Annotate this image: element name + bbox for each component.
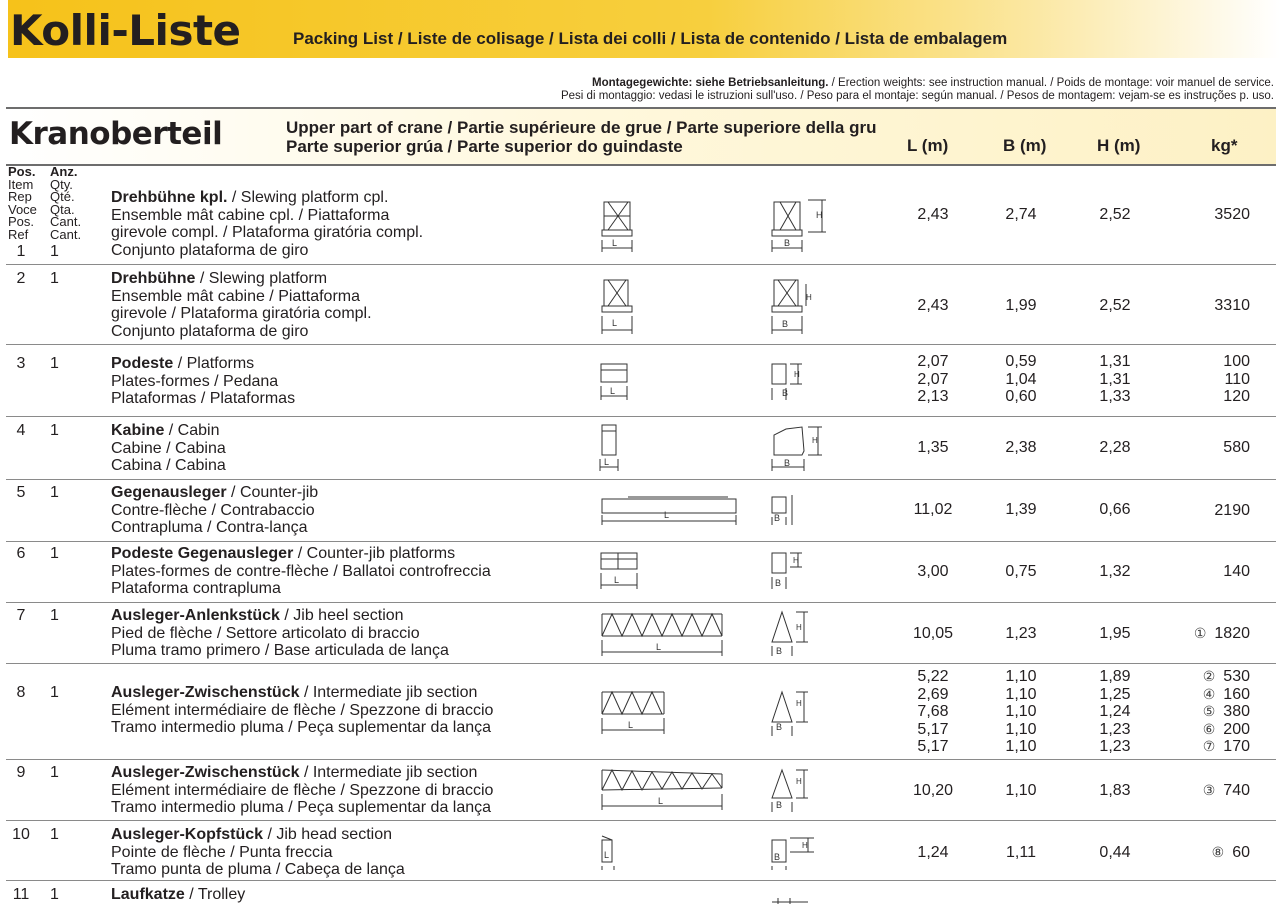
component-marker: ⑧ bbox=[1211, 844, 1225, 860]
width-value: 1,99 bbox=[1005, 297, 1037, 314]
row-description bbox=[111, 355, 295, 408]
row-description bbox=[111, 684, 493, 737]
row-divider bbox=[6, 602, 1276, 603]
part-name: Ausleger-Anlenkstück bbox=[111, 607, 280, 624]
svg-text:H: H bbox=[796, 777, 802, 786]
part-name: Podeste bbox=[111, 355, 174, 372]
height-value: 1,23 bbox=[1099, 738, 1131, 755]
weight-value: 100 bbox=[1223, 353, 1250, 370]
svg-text:L: L bbox=[604, 457, 610, 467]
row-quantity: 1 bbox=[50, 764, 59, 781]
weight-value: 170 bbox=[1223, 738, 1250, 755]
width-value: 1,10 bbox=[1005, 703, 1037, 720]
length-value: 10,20 bbox=[912, 782, 954, 799]
svg-text:B: B bbox=[776, 800, 783, 810]
length-value: 5,17 bbox=[917, 720, 949, 738]
slewing-platform-side-drawing bbox=[598, 276, 638, 336]
weight-value: 140 bbox=[1223, 563, 1250, 580]
svg-text:B: B bbox=[782, 319, 789, 329]
section-subtitle-line1: Upper part of crane / Partie supérieure de grue / Parte superiore della gru bbox=[286, 118, 877, 137]
qty-header-label: Cant. bbox=[50, 214, 82, 229]
description-line: Conjunto plataforma de giro bbox=[111, 322, 309, 340]
component-marker: ③ bbox=[1202, 782, 1216, 798]
svg-text:H: H bbox=[796, 623, 802, 632]
description-line: Ensemble mât cabine / Piattaforma bbox=[111, 287, 361, 305]
svg-text:H: H bbox=[794, 370, 800, 379]
part-name-translation: / Jib heel section bbox=[279, 607, 404, 624]
width-value: 2,74 bbox=[1005, 206, 1037, 223]
cabin-side-drawing bbox=[598, 421, 624, 473]
qty-header-label: Qta. bbox=[50, 201, 75, 217]
column-header-length: L (m) bbox=[907, 136, 949, 155]
width-value: 1,10 bbox=[1005, 685, 1037, 703]
description-line: Tramo intermedio pluma / Peça suplementar da lança bbox=[111, 719, 492, 736]
part-name: Drehbühne bbox=[111, 270, 196, 287]
section-subtitle bbox=[286, 118, 876, 156]
width-value: 1,23 bbox=[1005, 625, 1037, 642]
part-name: Ausleger-Zwischenstück bbox=[111, 764, 300, 781]
row-position: 9 bbox=[16, 764, 26, 781]
weight-value: 110 bbox=[1224, 370, 1250, 388]
weight-number: 60 bbox=[1232, 844, 1250, 861]
description-line: Plates-formes de contre-flèche / Ballatoi controfreccia bbox=[111, 562, 491, 580]
length-value: 5,22 bbox=[917, 668, 949, 685]
height-value: 2,52 bbox=[1099, 206, 1131, 223]
row-description bbox=[111, 826, 405, 879]
weight-value bbox=[1160, 844, 1250, 862]
section-subtitle-line2: Parte superior grúa / Parte superior do guindaste bbox=[286, 137, 683, 156]
row-divider bbox=[6, 264, 1276, 265]
height-value: 0,66 bbox=[1099, 501, 1131, 518]
row-divider bbox=[6, 820, 1276, 821]
jib-head-side-drawing bbox=[598, 832, 622, 872]
description-line: Elément intermédiaire de flèche / Spezzone di braccio bbox=[111, 781, 494, 799]
intermediate-jib-side-drawing bbox=[598, 688, 670, 738]
description-line: Tramo intermedio pluma / Peça suplementar da lança bbox=[111, 799, 492, 816]
description-line: Cabine / Cabina bbox=[111, 439, 226, 457]
qty-header-label: Qty. bbox=[50, 176, 73, 192]
slewing-platform-front-drawing bbox=[768, 196, 832, 254]
svg-text:L: L bbox=[656, 642, 662, 652]
length-value: 2,43 bbox=[917, 206, 949, 223]
description-line: Conjunto plataforma de giro bbox=[111, 241, 309, 259]
weight-number: 740 bbox=[1223, 782, 1250, 799]
length-value: 2,13 bbox=[917, 388, 949, 405]
height-value: 1,31 bbox=[1099, 353, 1131, 370]
row-position: 7 bbox=[16, 607, 26, 624]
pos-header-label: Rep bbox=[8, 189, 32, 204]
row-quantity: 1 bbox=[50, 607, 59, 624]
row-position: 4 bbox=[16, 422, 26, 439]
width-value: 0,60 bbox=[1005, 388, 1037, 405]
svg-text:B: B bbox=[774, 513, 781, 523]
jib-heel-side-drawing bbox=[598, 610, 726, 660]
pos-header-label: Ref bbox=[8, 226, 29, 242]
document-subtitle: Packing List / Liste de colisage / Lista dei colli / Lista de contenido / Lista de embalagem bbox=[293, 29, 1008, 48]
length-value: 2,69 bbox=[917, 685, 949, 703]
row-divider bbox=[6, 880, 1276, 881]
height-value: 2,52 bbox=[1099, 297, 1131, 314]
description-line: Cabina / Cabina bbox=[111, 457, 226, 474]
row-quantity: 1 bbox=[50, 684, 59, 701]
height-values bbox=[1082, 353, 1148, 406]
counter-jib-front-drawing bbox=[768, 491, 808, 527]
description-line: Ensemble mât cabine cpl. / Piattaforma bbox=[111, 206, 390, 224]
height-value: 1,83 bbox=[1099, 782, 1131, 799]
column-header-height: H (m) bbox=[1097, 136, 1141, 155]
row-position: 2 bbox=[16, 270, 26, 287]
qty-header-label: Cant. bbox=[50, 226, 82, 242]
column-header-weight: kg* bbox=[1211, 136, 1238, 155]
length-value: 2,43 bbox=[917, 297, 949, 314]
note-bold: Montagegewichte: siehe Betriebsanleitung. bbox=[592, 77, 829, 89]
row-description bbox=[111, 189, 423, 259]
row-position: 8 bbox=[16, 684, 26, 701]
erection-weights-note bbox=[561, 77, 1274, 103]
jib-head-front-drawing bbox=[768, 832, 818, 872]
svg-text:L: L bbox=[610, 386, 616, 396]
weight-values bbox=[1160, 668, 1250, 756]
width-value: 1,10 bbox=[1005, 668, 1037, 685]
svg-text:L: L bbox=[628, 720, 634, 730]
part-name-translation: / Counter-jib platforms bbox=[293, 545, 456, 562]
cabin-front-drawing bbox=[768, 421, 828, 473]
weight-values bbox=[1160, 353, 1250, 406]
platform-side-drawing bbox=[598, 360, 634, 402]
row-position: 6 bbox=[16, 545, 26, 562]
svg-text:B: B bbox=[776, 646, 783, 656]
intermediate-jib-long-side-drawing bbox=[598, 766, 726, 814]
row-quantity: 1 bbox=[50, 545, 59, 562]
column-header-width: B (m) bbox=[1003, 136, 1047, 155]
row-divider bbox=[6, 759, 1276, 760]
weight-value: 160 bbox=[1223, 685, 1250, 703]
svg-text:B: B bbox=[784, 238, 791, 248]
row-quantity: 1 bbox=[50, 484, 59, 501]
row-quantity: 1 bbox=[50, 243, 59, 260]
component-marker: ⑤ bbox=[1202, 703, 1216, 719]
row-quantity: 1 bbox=[50, 422, 59, 439]
part-name: Laufkatze bbox=[111, 886, 185, 903]
weight-number: 1820 bbox=[1214, 625, 1250, 642]
weight-value: 580 bbox=[1223, 439, 1250, 456]
row-description bbox=[111, 270, 372, 340]
description-line: Plates-formes / Pedana bbox=[111, 372, 279, 390]
length-value: 1,24 bbox=[917, 844, 949, 861]
height-value: 1,33 bbox=[1099, 388, 1131, 405]
description-line: Pied de flèche / Settore articolato di braccio bbox=[111, 624, 420, 642]
width-value: 1,11 bbox=[1006, 844, 1036, 861]
height-value: 1,24 bbox=[1099, 703, 1131, 720]
width-value: 0,75 bbox=[1005, 563, 1037, 580]
length-value: 2,07 bbox=[917, 370, 949, 388]
row-divider bbox=[6, 479, 1276, 480]
length-value: 7,68 bbox=[917, 703, 949, 720]
description-line: Contre-flèche / Contrabaccio bbox=[111, 501, 315, 519]
height-value: 1,32 bbox=[1099, 563, 1131, 580]
part-name-translation: / Intermediate jib section bbox=[299, 764, 478, 781]
weight-value: 380 bbox=[1223, 703, 1250, 720]
weight-value: 200 bbox=[1223, 720, 1250, 738]
svg-text:L: L bbox=[612, 318, 618, 328]
weight-value bbox=[1160, 782, 1250, 800]
description-line: Tramo punta de pluma / Cabeça de lança bbox=[111, 861, 405, 878]
description-line: Elément intermédiaire de flèche / Spezzone di braccio bbox=[111, 701, 494, 719]
svg-text:L: L bbox=[614, 575, 620, 585]
part-name-translation: / Counter-jib bbox=[226, 484, 319, 501]
height-value: 2,28 bbox=[1099, 439, 1131, 456]
svg-text:L: L bbox=[664, 510, 670, 520]
counter-jib-side-drawing bbox=[598, 491, 740, 527]
length-value: 2,07 bbox=[917, 353, 949, 370]
row-position: 11 bbox=[12, 886, 30, 903]
section-title: Kranoberteil bbox=[9, 116, 223, 152]
width-value: 1,10 bbox=[1005, 720, 1037, 738]
description-line: Contrapluma / Contra-lança bbox=[111, 519, 308, 536]
qty-header-label: Qté. bbox=[50, 189, 75, 204]
row-description bbox=[111, 607, 449, 660]
note-line2: Pesi di montaggio: vedasi le istruzioni sull'uso. / Peso para el montaje: según manual. / Pesos de montagem: vejam-se es instruções p. uso. bbox=[560, 90, 1274, 102]
divider bbox=[6, 164, 1276, 166]
weight-value: 2190 bbox=[1214, 502, 1250, 519]
counter-jib-platform-side-drawing bbox=[598, 549, 640, 591]
row-divider bbox=[6, 541, 1276, 542]
height-values bbox=[1082, 668, 1148, 756]
slewing-platform-side-drawing bbox=[598, 196, 638, 254]
pos-header-label: Item bbox=[8, 176, 34, 192]
svg-text:L: L bbox=[658, 796, 664, 806]
row-description bbox=[111, 886, 245, 904]
row-divider bbox=[6, 416, 1276, 417]
position-header bbox=[8, 166, 37, 241]
pos-header-label: Pos. bbox=[8, 214, 35, 229]
width-value: 1,10 bbox=[1005, 782, 1037, 799]
row-quantity: 1 bbox=[50, 270, 59, 287]
height-value: 1,23 bbox=[1099, 720, 1131, 738]
svg-text:B: B bbox=[775, 578, 782, 588]
platform-front-drawing bbox=[768, 360, 808, 402]
intermediate-jib-front-drawing bbox=[768, 688, 812, 738]
intermediate-jib-long-front-drawing bbox=[768, 766, 812, 814]
weight-value: 3520 bbox=[1214, 206, 1250, 223]
svg-text:H: H bbox=[802, 841, 808, 850]
component-marker: ⑥ bbox=[1202, 720, 1216, 737]
row-quantity: 1 bbox=[50, 886, 59, 903]
row-description bbox=[111, 764, 493, 817]
row-divider bbox=[6, 663, 1276, 664]
pos-header-label: Pos. bbox=[8, 164, 36, 179]
qty-header-label: Anz. bbox=[50, 164, 78, 179]
row-position: 3 bbox=[16, 355, 26, 372]
description-line: girevole compl. / Plataforma giratória compl. bbox=[111, 224, 424, 241]
svg-text:B: B bbox=[784, 458, 791, 468]
width-value: 1,39 bbox=[1005, 501, 1037, 518]
height-value: 1,25 bbox=[1099, 685, 1131, 703]
pos-header-label: Voce bbox=[8, 201, 37, 217]
height-value: 1,31 bbox=[1099, 370, 1131, 388]
component-marker: ⑦ bbox=[1202, 738, 1216, 754]
svg-text:B: B bbox=[774, 852, 781, 862]
description-line: girevole / Plataforma giratória compl. bbox=[111, 305, 372, 322]
length-value: 10,05 bbox=[912, 625, 954, 642]
part-name-translation: / Intermediate jib section bbox=[299, 684, 478, 701]
part-name: Kabine bbox=[111, 422, 165, 439]
part-name-translation: / Jib head section bbox=[263, 826, 392, 843]
svg-text:L: L bbox=[612, 238, 618, 248]
length-value: 3,00 bbox=[917, 563, 949, 580]
height-value: 0,44 bbox=[1099, 844, 1131, 861]
width-values bbox=[988, 353, 1054, 406]
document-title: Kolli-Liste bbox=[10, 6, 241, 55]
weight-value: 120 bbox=[1223, 388, 1250, 405]
height-value: 1,89 bbox=[1099, 668, 1131, 685]
part-name-translation: / Slewing platform bbox=[195, 270, 328, 287]
svg-text:H: H bbox=[793, 556, 799, 565]
part-name: Drehbühne kpl. bbox=[111, 189, 228, 206]
width-value: 2,38 bbox=[1005, 439, 1037, 456]
length-value: 11,02 bbox=[913, 501, 953, 518]
length-values bbox=[900, 668, 966, 756]
row-position: 10 bbox=[12, 826, 30, 843]
row-description bbox=[111, 545, 491, 598]
svg-text:B: B bbox=[782, 388, 789, 398]
part-name-translation: / Platforms bbox=[173, 355, 255, 372]
description-line: Plataforma contrapluma bbox=[111, 580, 281, 597]
row-quantity: 1 bbox=[50, 826, 59, 843]
jib-heel-front-drawing bbox=[768, 608, 812, 658]
row-description bbox=[111, 422, 226, 475]
part-name: Ausleger-Kopfstück bbox=[111, 826, 264, 843]
row-quantity: 1 bbox=[50, 355, 59, 372]
width-values bbox=[988, 668, 1054, 756]
component-marker: ② bbox=[1202, 668, 1216, 684]
svg-text:H: H bbox=[796, 699, 802, 708]
part-name: Gegenausleger bbox=[111, 484, 227, 501]
part-name: Podeste Gegenausleger bbox=[111, 545, 294, 562]
length-value: 5,17 bbox=[917, 738, 949, 755]
svg-text:H: H bbox=[806, 293, 812, 302]
counter-jib-platform-front-drawing bbox=[768, 549, 808, 591]
weight-value: 530 bbox=[1223, 668, 1250, 685]
part-name-translation: / Cabin bbox=[164, 422, 220, 439]
part-name-translation: / Slewing platform cpl. bbox=[227, 189, 389, 206]
weight-value bbox=[1160, 625, 1250, 643]
weight-value: 3310 bbox=[1214, 297, 1250, 314]
slewing-platform-front-drawing bbox=[768, 276, 818, 336]
row-position: 5 bbox=[16, 484, 26, 501]
component-marker: ④ bbox=[1202, 685, 1216, 702]
length-values bbox=[900, 353, 966, 406]
svg-text:L: L bbox=[604, 850, 610, 860]
quantity-header bbox=[50, 166, 81, 241]
width-value: 1,04 bbox=[1005, 370, 1037, 388]
svg-text:H: H bbox=[816, 210, 823, 220]
part-name-translation: / Trolley bbox=[184, 886, 246, 903]
description-line: Pointe de flèche / Punta freccia bbox=[111, 843, 333, 861]
height-value: 1,95 bbox=[1099, 625, 1131, 642]
component-marker: ① bbox=[1193, 625, 1207, 641]
length-value: 1,35 bbox=[917, 439, 949, 456]
part-name: Ausleger-Zwischenstück bbox=[111, 684, 300, 701]
width-value: 0,59 bbox=[1005, 353, 1037, 370]
row-description bbox=[111, 484, 318, 537]
description-line: Plataformas / Plataformas bbox=[111, 390, 296, 407]
description-line: Pluma tramo primero / Base articulada de lança bbox=[111, 642, 449, 659]
svg-text:H: H bbox=[812, 436, 818, 445]
width-value: 1,10 bbox=[1005, 738, 1037, 755]
note-line1: / Erection weights: see instruction manual. / Poids de montage: voir manuel de service. bbox=[828, 77, 1274, 89]
row-position: 1 bbox=[16, 243, 26, 260]
trolley-front-drawing bbox=[768, 896, 812, 906]
row-divider bbox=[6, 344, 1276, 345]
svg-text:B: B bbox=[776, 722, 783, 732]
